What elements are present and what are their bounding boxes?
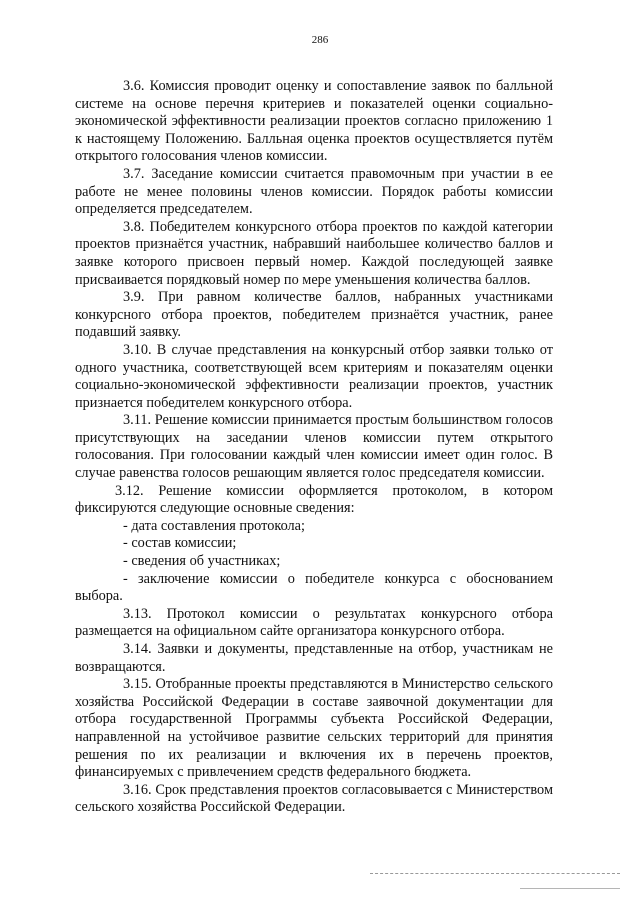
paragraph-3-8: 3.8. Победителем конкурсного отбора проектов по каждой категории проектов признаётся участник, набравший наибольшее количество баллов и заявке которого присвоен первый номер. Каждой последующей заявке присваивается порядковый номер по мере уменьшения количества баллов. xyxy=(75,218,553,288)
paragraph-3-13: 3.13. Протокол комиссии о результатах конкурсного отбора размещается на официальном сайте организатора конкурсного отбора. xyxy=(75,605,553,640)
paragraph-3-7: 3.7. Заседание комиссии считается правомочным при участии в ее работе не менее половины членов комиссии. Порядок работы комиссии определяется председателем. xyxy=(75,165,553,218)
paragraph-3-12: 3.12. Решение комиссии оформляется протоколом, в котором фиксируются следующие основные сведения: xyxy=(75,482,553,517)
list-item-commission-conclusion: - заключение комиссии о победителе конкурса с обоснованием выбора. xyxy=(75,570,553,605)
document-body xyxy=(75,78,553,817)
list-item-protocol-date: - дата составления протокола; xyxy=(123,517,305,534)
page-number: 286 xyxy=(311,34,329,46)
paragraph-3-9: 3.9. При равном количестве баллов, набранных участниками конкурсного отбора проектов, победителем признаётся участник, ранее подавший заявку. xyxy=(75,289,553,341)
paragraph-3-6: 3.6. Комиссия проводит оценку и сопоставление заявок по балльной системе на основе перечня критериев и показателей оценки социально-экономической эффективности реализации проектов согласно приложению 1 к настоящему Положению. Балльная оценка проектов осуществляется путём открытого голосования членов комиссии. xyxy=(75,78,553,165)
paragraph-3-14: 3.14. Заявки и документы, представленные на отбор, участникам не возвращаются. xyxy=(75,641,553,675)
scan-edge-line-secondary xyxy=(520,888,620,889)
paragraph-3-16: 3.16. Срок представления проектов согласовывается с Министерством сельского хозяйства Российской Федерации. xyxy=(75,781,553,816)
paragraph-3-15: 3.15. Отобранные проекты представляются в Министерство сельского хозяйства Российской Федерации в составе заявочной документации для отбора государственной Программы субъекта Российской Федерации, направленной на устойчивое развитие сельских территорий для принятия решения по их реализации и включения их в перечень проектов, финансируемых с привлечением средств федерального бюджета. xyxy=(75,676,553,781)
paragraph-3-11: 3.11. Решение комиссии принимается простым большинством голосов присутствующих на заседании членов комиссии путем открытого голосования. При голосовании каждый член комиссии имеет один голос. В случае равенства голосов решающим является голос председателя комиссии. xyxy=(75,412,553,482)
list-item-participants-info: - сведения об участниках; xyxy=(123,553,281,570)
scan-edge-line xyxy=(370,873,620,874)
paragraph-3-10: 3.10. В случае представления на конкурсный отбор заявки только от одного участника, соответствующей всем критериям и показателям оценки социально-экономической эффективности реализации проектов, участник признается победителем конкурсного отбора. xyxy=(75,341,553,411)
list-item-commission-composition: - состав комиссии; xyxy=(123,535,237,552)
